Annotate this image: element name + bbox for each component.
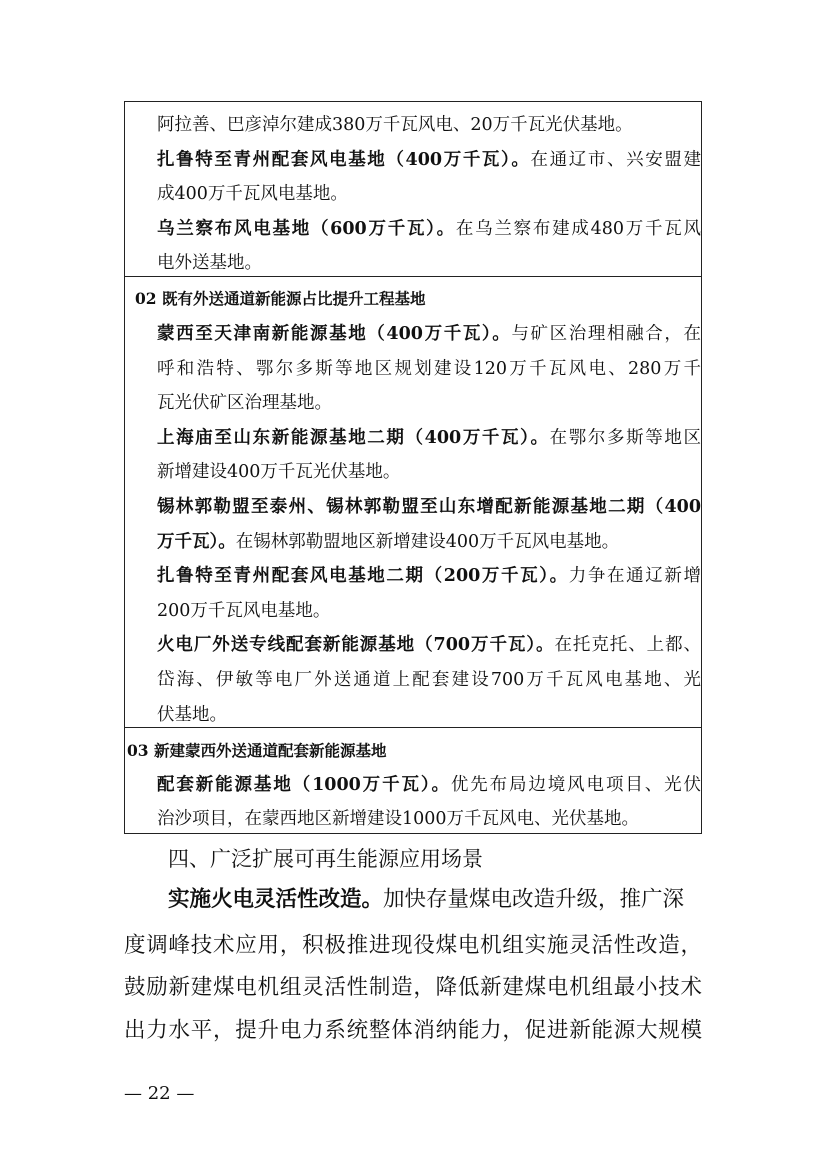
bold-heading: 扎鲁特至青州配套风电基地二期（200万千瓦）。 [157, 566, 569, 587]
table-line [157, 421, 701, 455]
line-text: 200万千瓦风电基地。 [157, 600, 331, 621]
bold-heading: 扎鲁特至青州配套风电基地（400万千瓦）。 [157, 149, 531, 170]
table-cell-03 [124, 727, 702, 834]
bold-heading: 配套新能源基地（1000万千瓦）。 [157, 775, 451, 795]
table-line [157, 490, 701, 524]
line-text: 治沙项目，在蒙西地区新增建设1000万千瓦风电、光伏基地。 [157, 809, 640, 829]
table-line [157, 352, 701, 386]
table-line [157, 246, 701, 280]
line-text: 成400万千瓦风电基地。 [157, 184, 348, 204]
table-line [157, 386, 701, 420]
line-text: 在托克托、上都、 [554, 635, 701, 656]
paragraph-line [168, 881, 702, 919]
table-line [157, 108, 701, 142]
line-text: 在鄂尔多斯等地区 [549, 427, 701, 448]
line-text: 在乌兰察布建成480万千瓦风 [455, 218, 701, 239]
line-text: 在通辽市、兴安盟建 [530, 149, 701, 170]
table-line [157, 768, 701, 802]
table-cell-continued [124, 101, 702, 277]
table-line [157, 317, 701, 351]
table-line [157, 455, 701, 489]
paragraph-line: 鼓励新建煤电机组灵活性制造，降低新建煤电机组最小技术 [124, 975, 702, 1000]
paragraph-lead: 实施火电灵活性改造。 [168, 887, 384, 912]
paragraph-text: 加快存量煤电改造升级，推广深 [383, 887, 685, 912]
table-line [157, 628, 701, 662]
section-title: 四、广泛扩展可再生能源应用场景 [168, 847, 483, 871]
table-line [157, 559, 701, 593]
bold-heading: 锡林郭勒盟至泰州、锡林郭勒盟至山东增配新能源基地二期（400 [157, 497, 701, 517]
bold-heading: 乌兰察布风电基地（600万千瓦）。 [157, 218, 456, 239]
line-text: 伏基地。 [157, 704, 227, 725]
line-text: 优先布局边境风电项目、光伏 [450, 775, 701, 795]
table-line [157, 594, 701, 628]
table-line [157, 177, 701, 211]
bold-heading: 万千瓦）。 [157, 531, 236, 552]
paragraph-line: 度调峰技术应用，积极推进现役煤电机组实施灵活性改造， [124, 933, 702, 958]
line-text: 电外送基地。 [157, 253, 262, 273]
line-text: 新增建设400万千瓦光伏基地。 [157, 462, 401, 483]
page-number: — 22 — [124, 1083, 195, 1104]
line-text: 岱海、伊敏等电厂外送通道上配套建设700万千瓦风电基地、光 [157, 670, 701, 690]
line-text: 阿拉善、巴彦淖尔建成380万千瓦风电、20万千瓦光伏基地。 [157, 115, 633, 135]
line-text: 与矿区治理相融合，在 [511, 324, 701, 344]
table-cell-02 [124, 276, 702, 728]
table-line [157, 212, 701, 246]
line-text: 呼和浩特、鄂尔多斯等地区规划建设120万千瓦风电、280万千 [157, 358, 701, 379]
table-line [157, 525, 701, 559]
table-line [157, 663, 701, 697]
line-text: 瓦光伏矿区治理基地。 [157, 393, 332, 414]
line-text: 力争在通辽新增 [568, 566, 701, 587]
bold-heading: 蒙西至天津南新能源基地（400万千瓦）。 [157, 324, 512, 344]
section-header-02: 02 既有外送通道新能源占比提升工程基地 [135, 289, 426, 308]
paragraph-line: 出力水平，提升电力系统整体消纳能力，促进新能源大规模 [124, 1018, 702, 1043]
section-header-03: 03 新建蒙西外送通道配套新能源基地 [127, 741, 387, 760]
table-line [157, 143, 701, 177]
table-line [157, 802, 701, 836]
bold-heading: 火电厂外送专线配套新能源基地（700万千瓦）。 [157, 635, 555, 656]
bold-heading: 上海庙至山东新能源基地二期（400万千瓦）。 [157, 427, 550, 448]
line-text: 在锡林郭勒盟地区新增建设400万千瓦风电基地。 [235, 531, 620, 552]
